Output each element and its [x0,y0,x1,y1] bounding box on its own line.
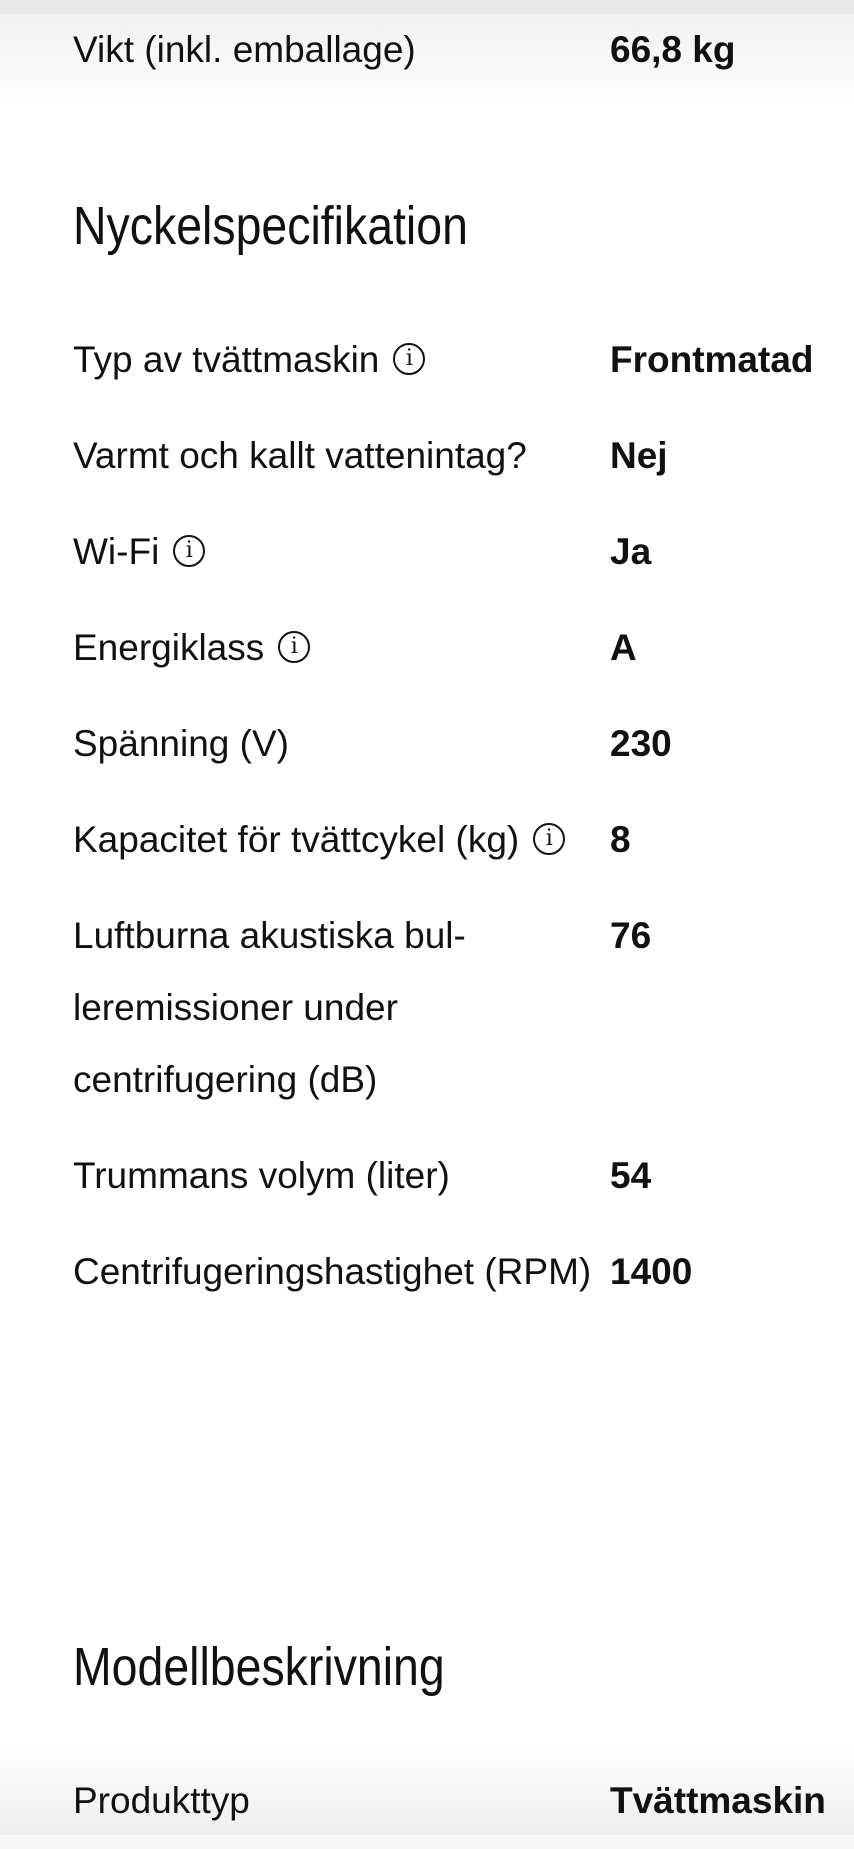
spec-row [73,420,854,492]
spec-value: 76 [610,915,652,956]
spec-row [73,804,854,876]
info-icon[interactable]: i [173,535,205,567]
spec-row-product-type [73,1765,854,1837]
spec-label [73,1236,610,1308]
spec-value: Frontmatad [610,339,814,380]
spec-label [73,900,610,1116]
spec-row [73,1236,854,1308]
spec-value: Tvättmaskin [610,1780,826,1821]
key-spec-list [0,324,854,1332]
spec-value: 1400 [610,1251,693,1292]
spec-value: Ja [610,531,652,572]
spec-label-text: Luftburna akustiska bulleremissioner under centrifugering (dB) [73,915,466,1100]
spec-label [73,324,610,396]
spec-row [73,324,854,396]
spec-row-weight [73,14,854,86]
spec-label [73,612,610,684]
spec-value: A [610,627,637,668]
info-icon[interactable]: i [393,343,425,375]
spec-row [73,708,854,780]
spec-label [73,516,610,588]
spec-label-text: Wi-Fi [73,531,160,572]
spec-row [73,900,854,1116]
spec-label-text: Centrifugeringshastighet (RPM) [73,1251,592,1292]
bottom-edge [0,1835,854,1849]
spec-value: 54 [610,1155,652,1196]
spec-label-text: Varmt och kallt vattenintag? [73,435,527,476]
spec-row [73,1140,854,1212]
info-icon[interactable]: i [278,631,310,663]
spec-label-text: Trummans volym (liter) [73,1155,450,1196]
spec-value: 230 [610,723,672,764]
spec-label [73,708,610,780]
spec-label [73,420,610,492]
spec-row [73,612,854,684]
spec-value: 8 [610,819,631,860]
section-title-key-spec: Nyckelspecifikation [73,196,468,256]
spec-value: Nej [610,435,668,476]
spec-row [73,516,854,588]
spec-label-text: Typ av tvättmaskin [73,339,380,380]
spec-label: Produkttyp [73,1780,250,1821]
spec-label-text: Kapacitet för tvättcykel (kg) [73,819,520,860]
spec-label: Vikt (inkl. emballage) [73,29,416,70]
spec-label-text: Spänning (V) [73,723,289,764]
spec-label [73,804,610,876]
spec-label [73,1140,610,1212]
info-icon[interactable]: i [533,823,565,855]
section-title-model: Modellbeskrivning [73,1637,445,1697]
top-edge [0,0,854,14]
spec-value: 66,8 kg [610,29,736,70]
spec-label-text: Energiklass [73,627,265,668]
